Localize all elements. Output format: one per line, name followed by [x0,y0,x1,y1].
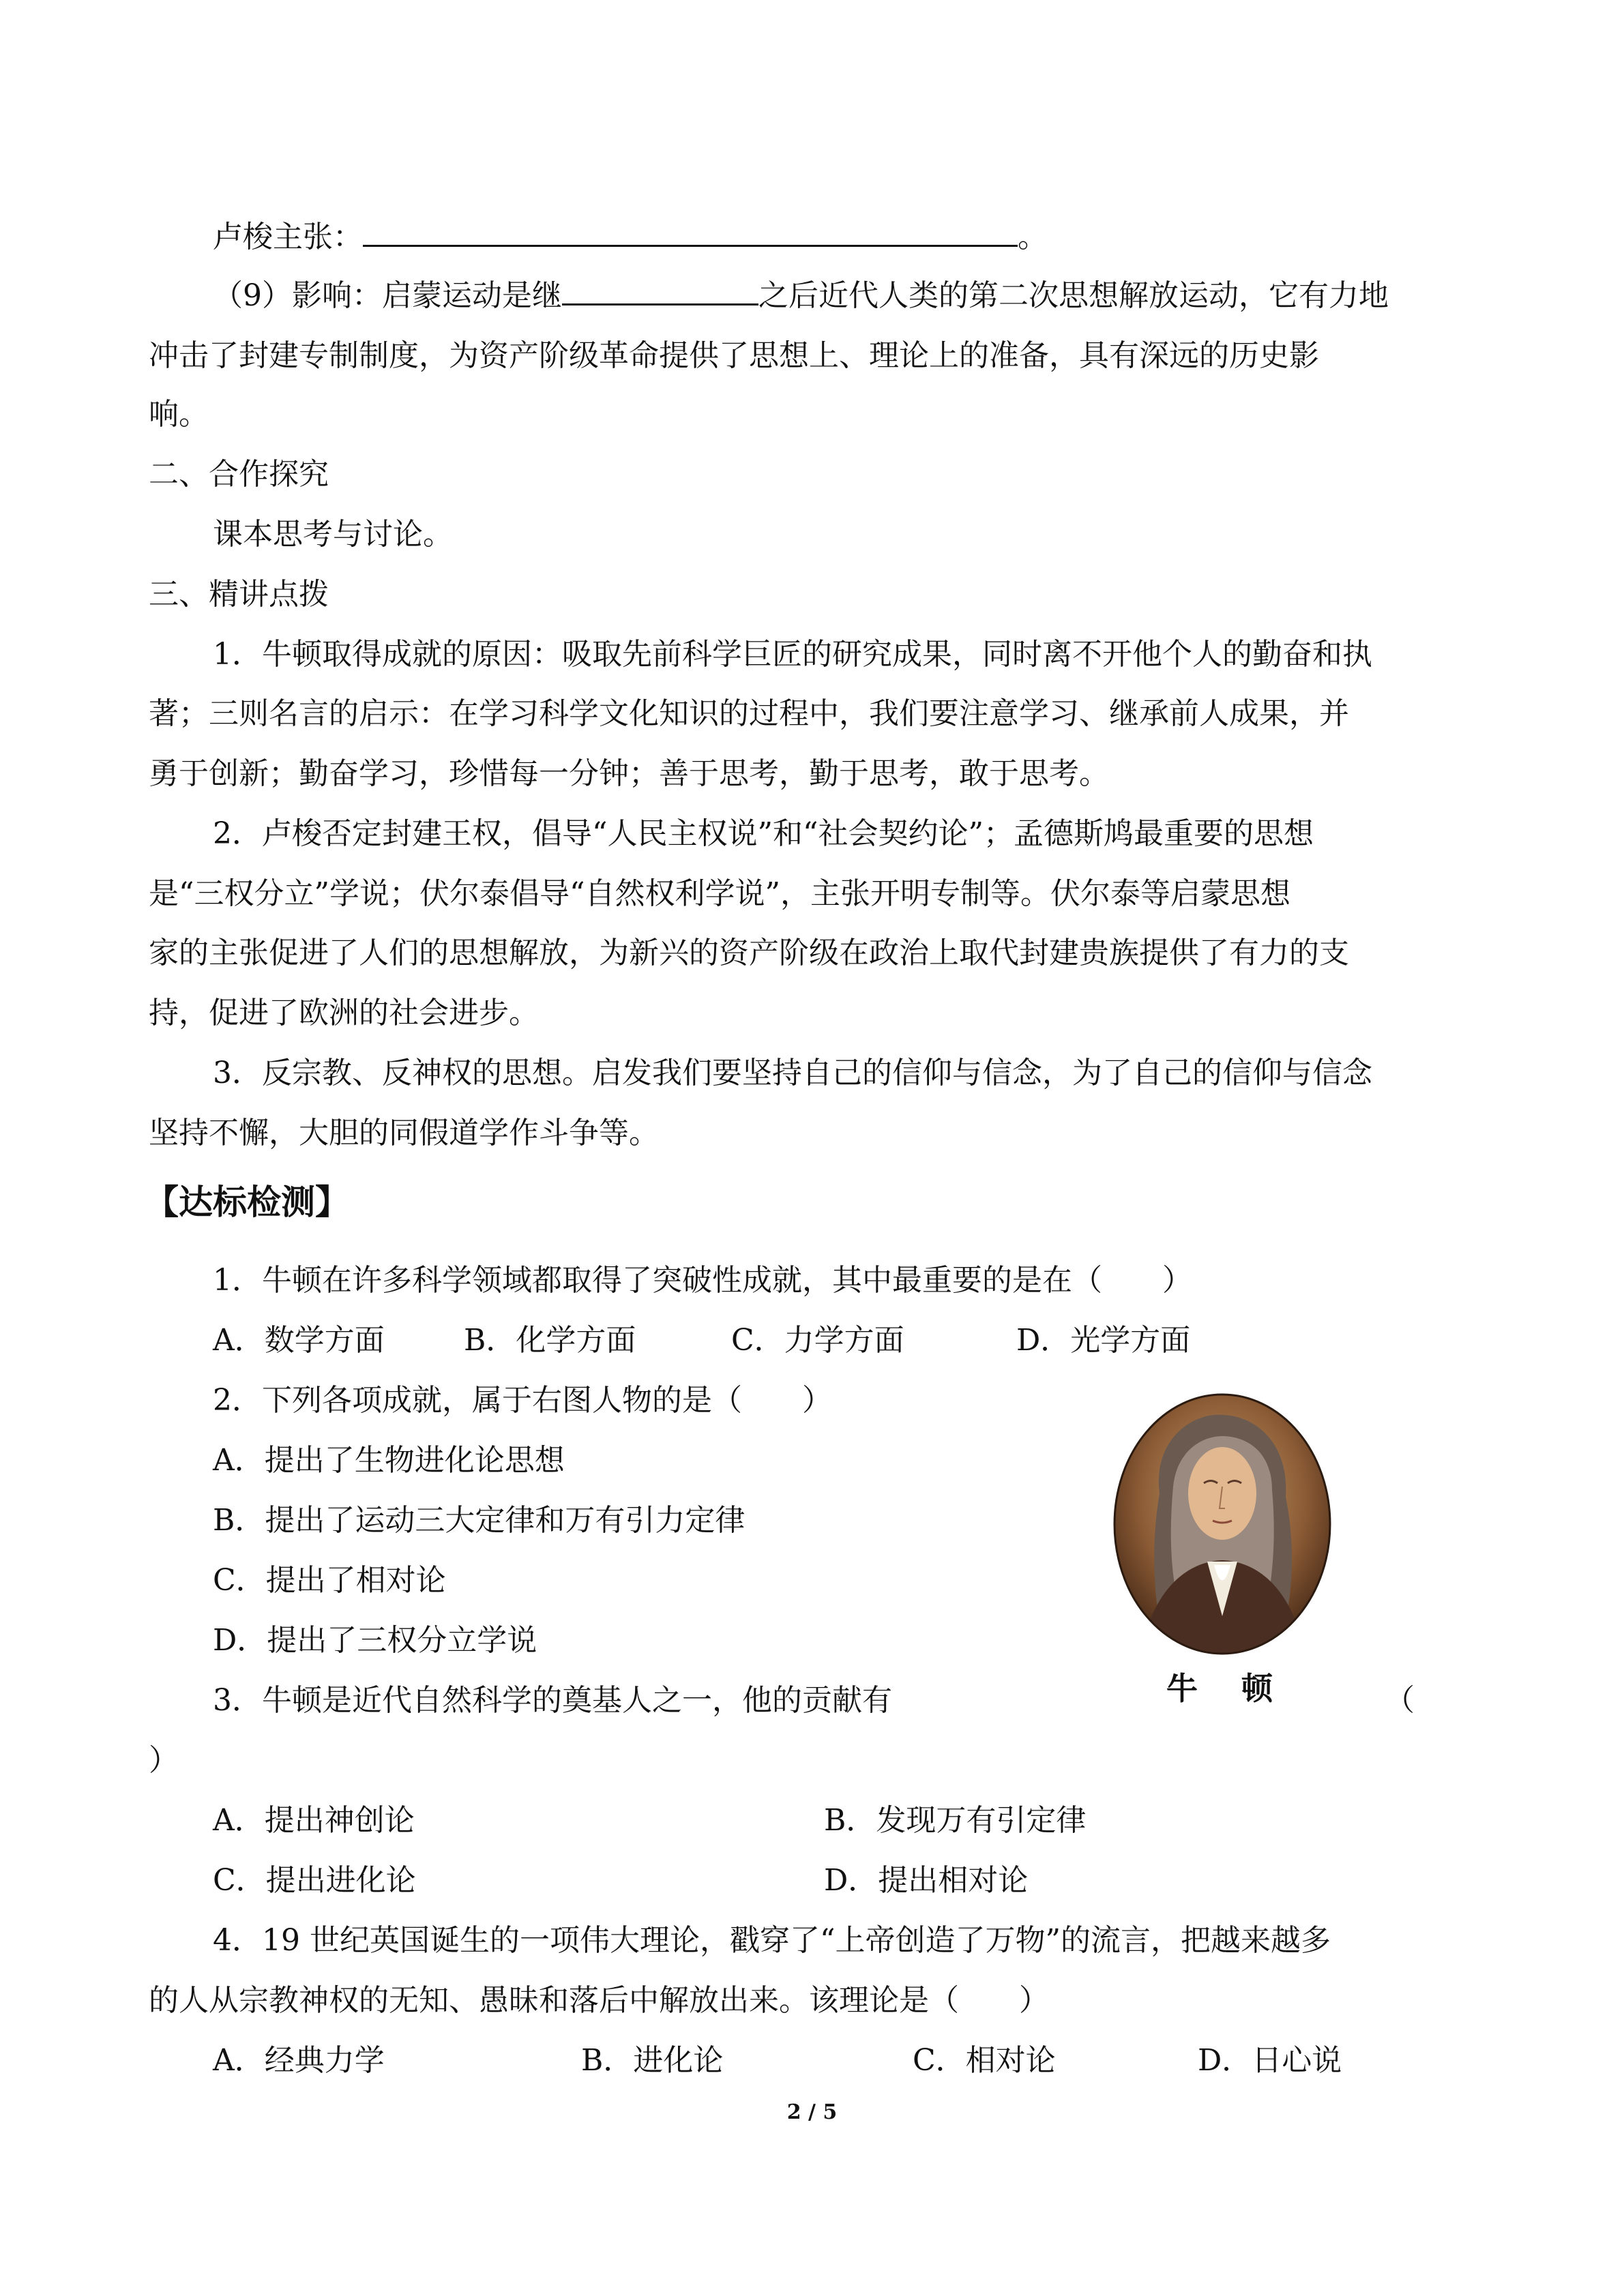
q4-stem-line2: 的人从宗教神权的无知、愚昧和落后中解放出来。该理论是（ ） [149,1983,1049,2018]
section-explain-heading: 三、精讲点拨 [149,577,329,612]
point2-line2: 是“三权分立”学说；伏尔泰倡导“自然权利学说”，主张开明专制等。伏尔泰等启蒙思想 [149,876,1290,911]
item9-line1 [213,275,1389,316]
section-cooperate-heading: 二、合作探究 [149,457,329,492]
q2-option-b[interactable]: B．提出了运动三大定律和万有引力定律 [213,1503,745,1538]
q4-option-d[interactable]: D．日心说 [1198,2043,1342,2078]
rousseau-line [213,217,1048,258]
point2-line4: 持，促进了欧洲的社会进步。 [149,996,539,1030]
q1-option-d[interactable]: D．光学方面 [1016,1323,1191,1358]
point2-line1: 2．卢梭否定封建王权，倡导“人民主权说”和“社会契约论”；孟德斯鸠最重要的思想 [213,816,1314,851]
q2-option-c[interactable]: C．提出了相对论 [213,1563,446,1598]
q2-option-a[interactable]: A．提出了生物进化论思想 [213,1443,565,1478]
q3-stem: 3．牛顿是近代自然科学的奠基人之一，他的贡献有 [213,1683,892,1718]
point3-line1: 3．反宗教、反神权的思想。启发我们要坚持自己的信仰与信念，为了自己的信仰与信念 [213,1056,1372,1090]
item9-start: （9）影响：启蒙运动是继 [213,278,562,313]
q1-option-a[interactable]: A．数学方面 [213,1323,385,1358]
point1-line2: 著；三则名言的启示：在学习科学文化知识的过程中，我们要注意学习、继承前人成果，并 [149,696,1349,731]
rousseau-blank[interactable] [363,218,1018,247]
q2-option-d[interactable]: D．提出了三权分立学说 [213,1623,537,1658]
newton-portrait-image [1112,1391,1333,1657]
point3-line2: 坚持不懈，大胆的同假道学作斗争等。 [149,1116,659,1150]
q4-option-c[interactable]: C．相对论 [913,2043,1056,2078]
point1-line3: 勇于创新；勤奋学习，珍惜每一分钟；善于思考，勤于思考，敢于思考。 [149,756,1109,791]
q1-stem: 1．牛顿在许多科学领域都取得了突破性成就，其中最重要的是在（ ） [213,1263,1192,1298]
section-cooperate-body: 课本思考与讨论。 [213,517,453,552]
q3-option-a[interactable]: A．提出神创论 [213,1803,415,1838]
item9-line3: 响。 [149,397,209,432]
q1-option-b[interactable]: B．化学方面 [464,1323,636,1358]
item9-end: 之后近代人类的第二次思想解放运动，它有力地 [758,278,1389,313]
q3-paren-close: ） [149,1743,179,1778]
test-heading: 【达标检测】 [145,1182,349,1222]
q4-option-a[interactable]: A．经典力学 [213,2043,385,2078]
q4-stem-line1: 4．19 世纪英国诞生的一项伟大理论，戳穿了“上帝创造了万物”的流言，把越来越多 [213,1923,1331,1958]
page-number: 2 / 5 [786,2100,838,2124]
q3-paren-open: （ [1385,1683,1415,1718]
portrait-caption: 牛 顿 [1166,1670,1289,1707]
q2-stem: 2．下列各项成就，属于右图人物的是（ ） [213,1383,832,1418]
q3-option-d[interactable]: D．提出相对论 [824,1863,1029,1898]
rousseau-end: 。 [1018,220,1048,254]
q3-option-c[interactable]: C．提出进化论 [213,1863,416,1898]
point2-line3: 家的主张促进了人们的思想解放，为新兴的资产阶级在政治上取代封建贵族提供了有力的支 [149,936,1349,970]
q3-option-b[interactable]: B．发现万有引定律 [824,1803,1087,1838]
q1-option-c[interactable]: C．力学方面 [731,1323,904,1358]
item9-line2: 冲击了封建专制制度，为资产阶级革命提供了思想上、理论上的准备，具有深远的历史影 [149,338,1319,373]
q4-option-b[interactable]: B．进化论 [581,2043,724,2078]
point1-line1: 1．牛顿取得成就的原因：吸取先前科学巨匠的研究成果，同时离不开他个人的勤奋和执 [213,637,1372,672]
item9-blank[interactable] [562,276,758,305]
rousseau-label: 卢梭主张： [213,220,363,254]
